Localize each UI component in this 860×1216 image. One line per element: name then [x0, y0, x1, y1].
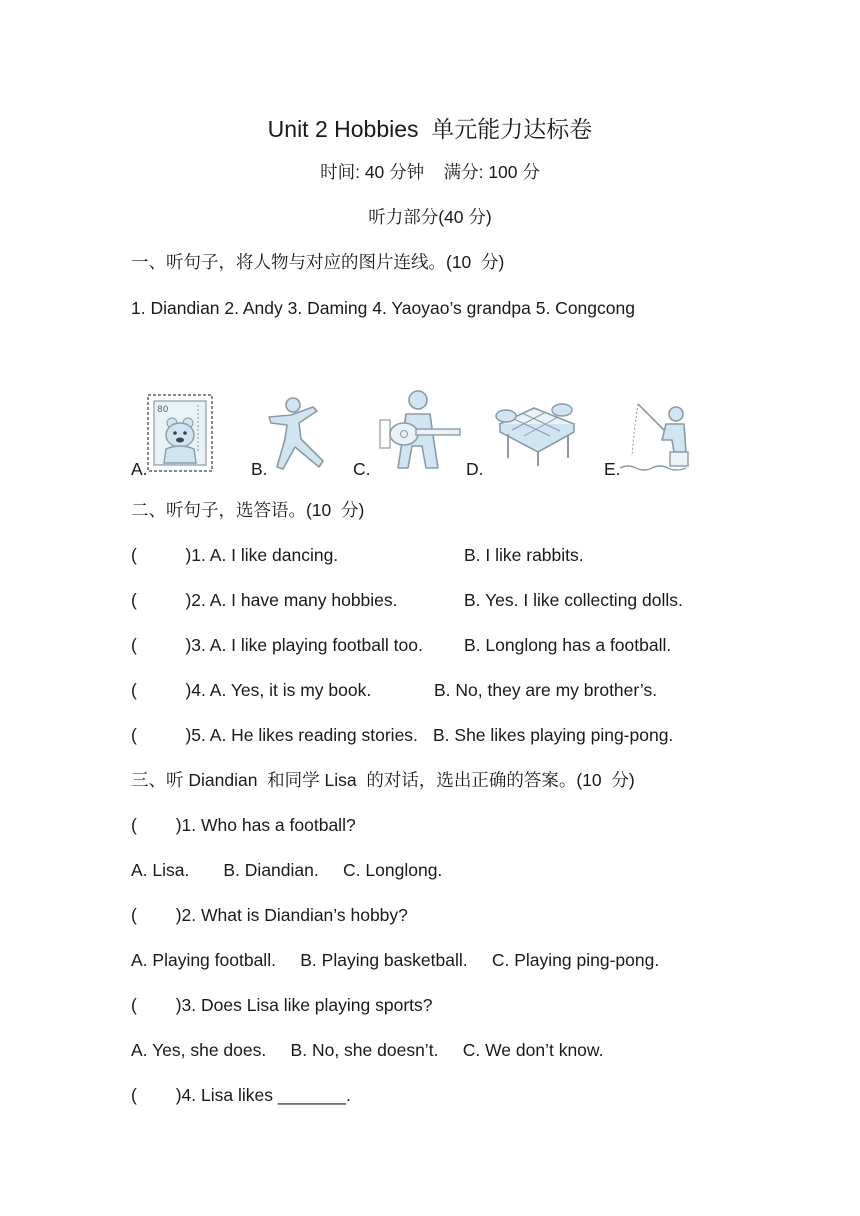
picture-label-b: B.	[251, 459, 268, 479]
option-b: B. No, they are my brother’s.	[434, 680, 658, 700]
question-stem: ( )3. A. I like playing football too.	[131, 635, 423, 655]
options-line: A. Playing football. B. Playing basketball. C. Playing ping-pong.	[131, 950, 660, 970]
chess-board-icon	[490, 400, 578, 468]
stamp-icon	[146, 393, 214, 473]
picture-label-c: C.	[353, 459, 371, 479]
picture-label-d: D.	[466, 459, 484, 479]
question-stem: ( )5. A. He likes reading stories.	[131, 725, 418, 745]
question-line: ( )4. Lisa likes _______.	[131, 1085, 351, 1105]
page-title: Unit 2 Hobbies 单元能力达标卷	[267, 116, 593, 142]
dancing-icon	[263, 395, 331, 473]
options-line: A. Lisa. B. Diandian. C. Longlong.	[131, 860, 443, 880]
section2-heading: 二、听句子，选答语。(10 分)	[131, 500, 365, 520]
part-heading: 听力部分(40 分)	[368, 207, 492, 227]
section1-heading: 一、听句子，将人物与对应的图片连线。(10 分)	[131, 252, 505, 272]
option-b: B. Yes. I like collecting dolls.	[464, 590, 683, 610]
picture-label-a: A.	[131, 459, 148, 479]
options-line: A. Yes, she does. B. No, she doesn’t. C. We don’t know.	[131, 1040, 604, 1060]
question-line: ( )1. Who has a football?	[131, 815, 356, 835]
time-score-line: 时间: 40 分钟 满分: 100 分	[320, 162, 540, 182]
question-stem: ( )4. A. Yes, it is my book.	[131, 680, 372, 700]
option-b: B. She likes playing ping-pong.	[433, 725, 674, 745]
fishing-icon	[618, 400, 692, 474]
option-b: B. Longlong has a football.	[464, 635, 672, 655]
question-stem: ( )2. A. I have many hobbies.	[131, 590, 398, 610]
question-line: ( )3. Does Lisa like playing sports?	[131, 995, 433, 1015]
section3-heading: 三、听 Diandian 和同学 Lisa 的对话，选出正确的答案。(10 分)	[131, 770, 635, 790]
question-line: ( )2. What is Diandian’s hobby?	[131, 905, 408, 925]
option-b: B. I like rabbits.	[464, 545, 584, 565]
people-list: 1. Diandian 2. Andy 3. Daming 4. Yaoyao’s grandpa 5. Congcong	[131, 298, 635, 318]
picture-label-e: E.	[604, 459, 621, 479]
question-stem: ( )1. A. I like dancing.	[131, 545, 339, 565]
guitar-icon	[378, 388, 466, 472]
svg-text:80: 80	[157, 405, 169, 415]
